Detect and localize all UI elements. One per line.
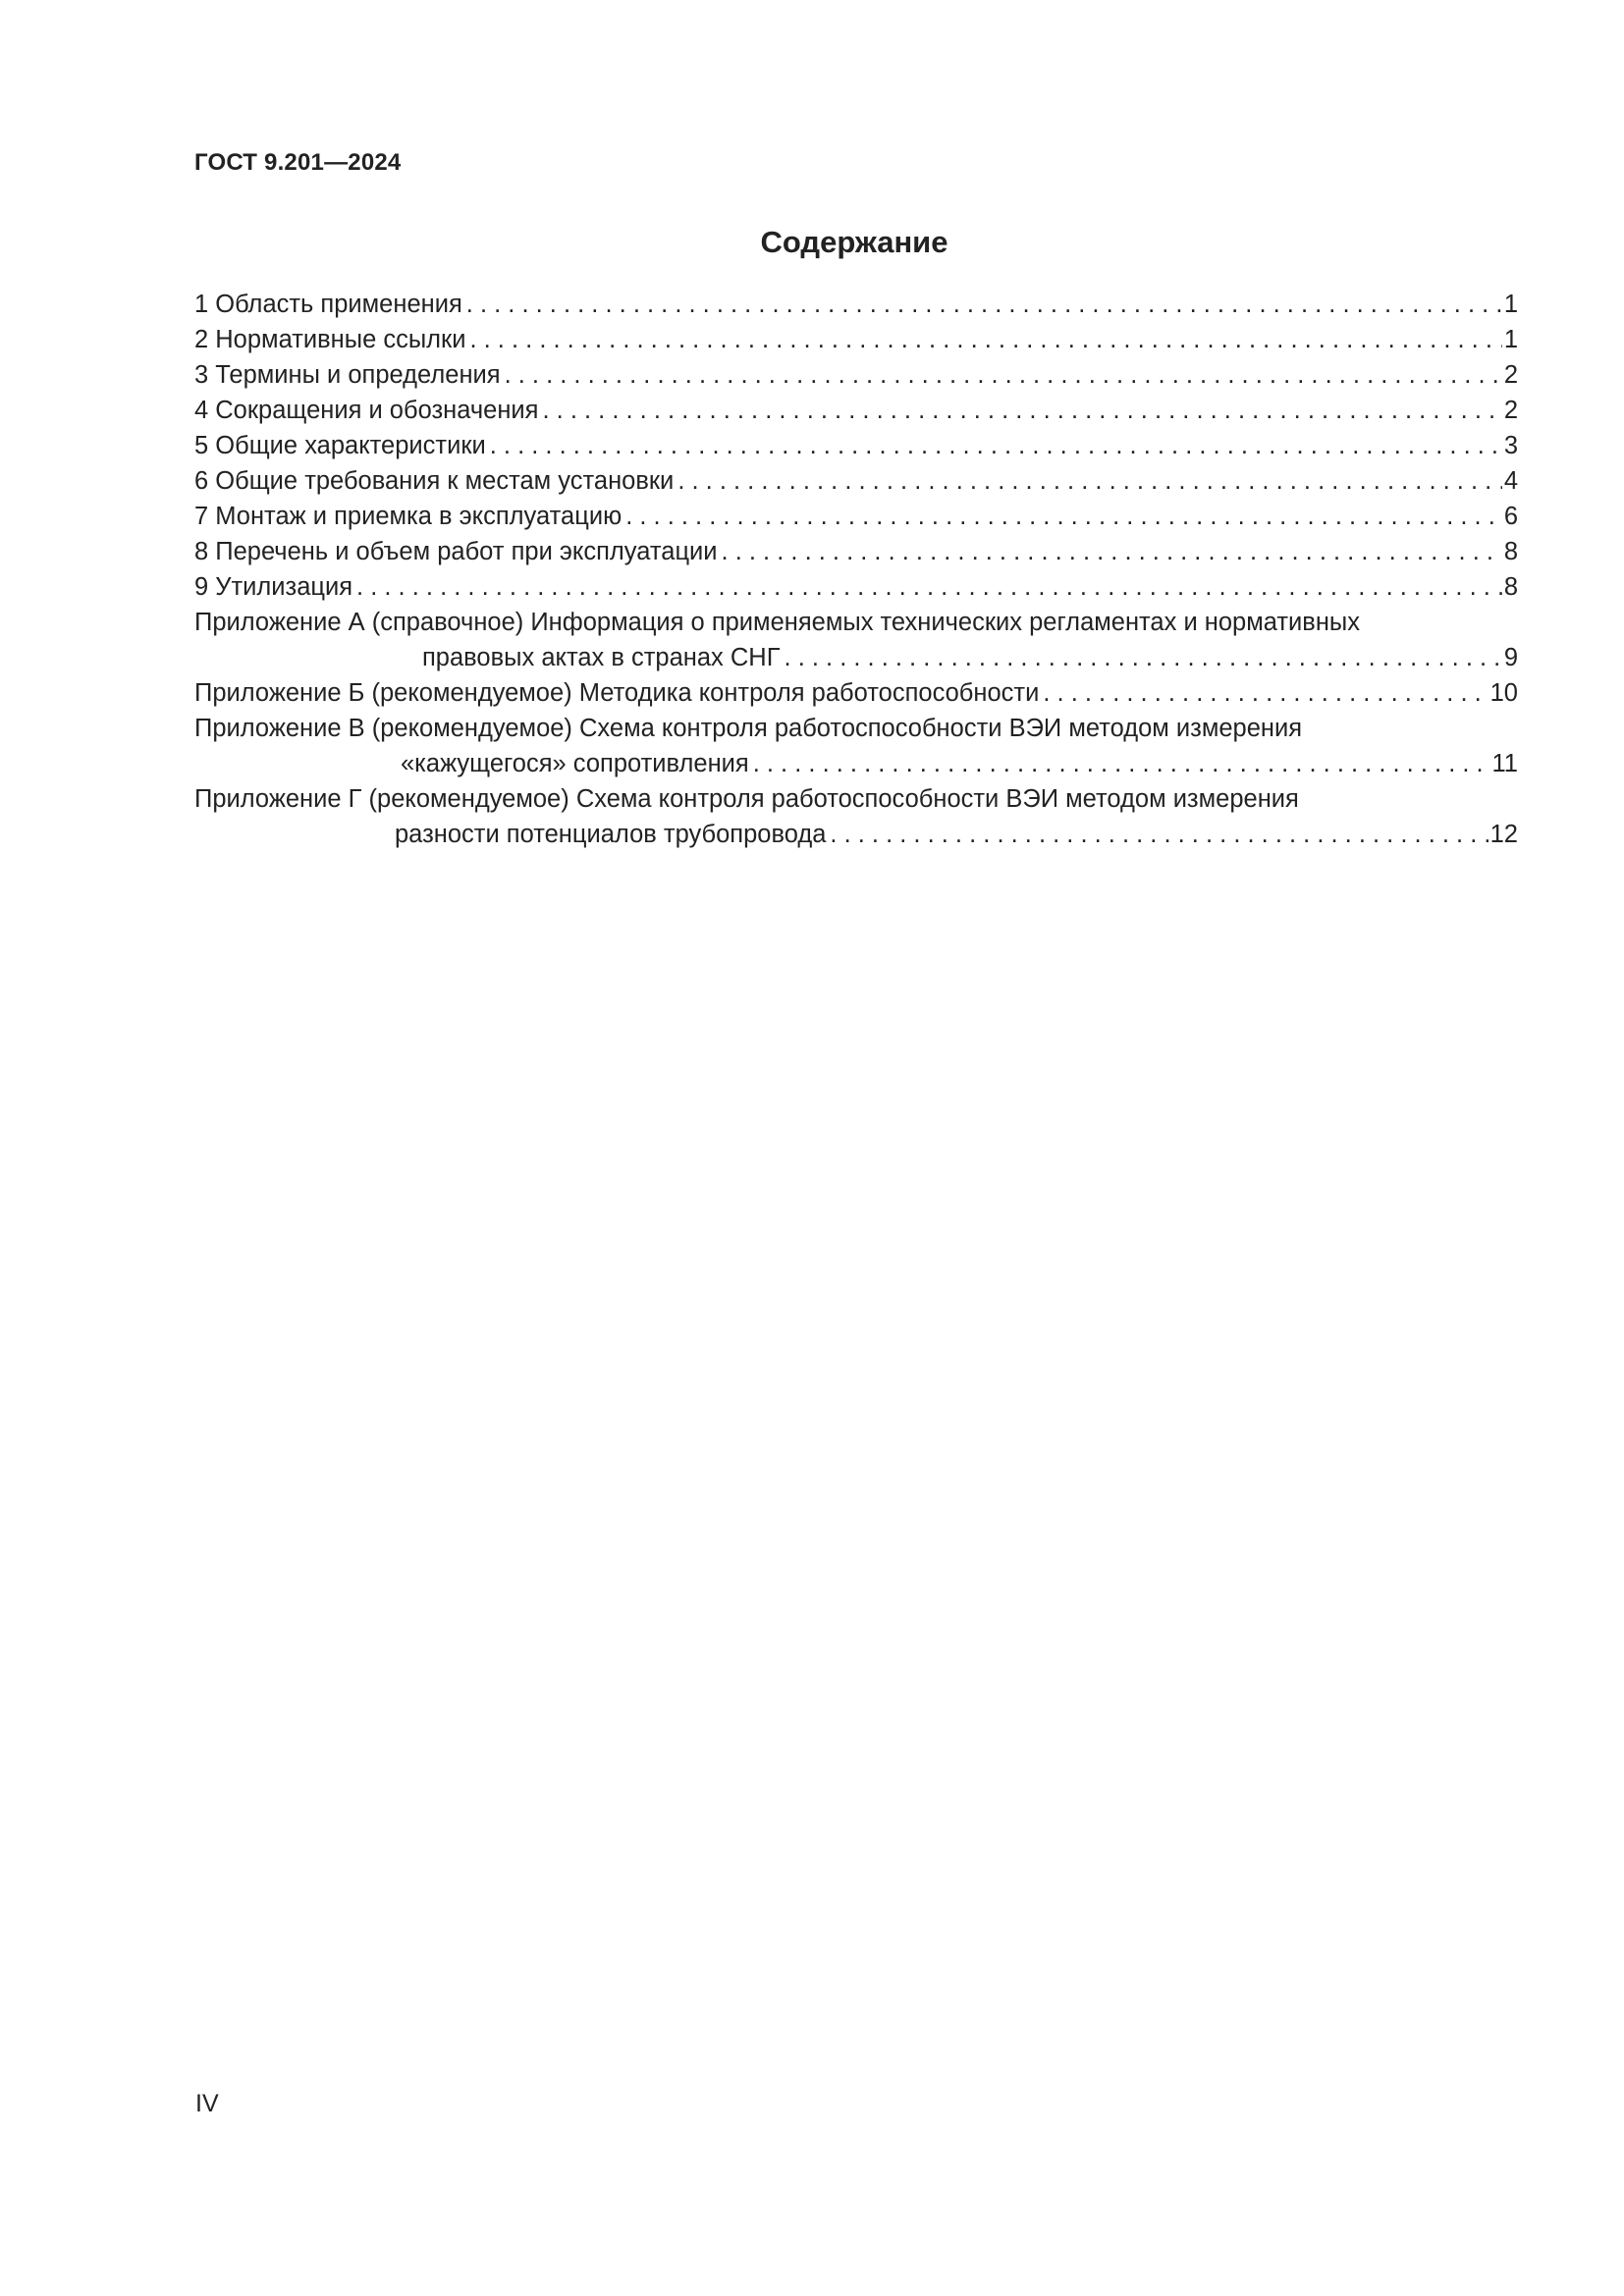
toc-appendix-title: Приложение А (справочное) Информация о применяемых технических регламентах и нормативных bbox=[194, 609, 1361, 636]
toc-entry-label: 7 Монтаж и приемка в эксплуатацию bbox=[194, 503, 623, 530]
dot-leader bbox=[466, 287, 1502, 322]
dot-leader bbox=[625, 499, 1502, 534]
dot-leader bbox=[469, 322, 1501, 357]
toc-appendix-b[interactable] bbox=[194, 675, 1518, 711]
dot-leader bbox=[830, 817, 1488, 852]
toc-appendix-title-cont: правовых актах в странах СНГ bbox=[422, 644, 781, 671]
document-code: ГОСТ 9.201—2024 bbox=[194, 149, 402, 176]
toc-appendix-title: Приложение В (рекомендуемое) Схема контроля работоспособности ВЭИ методом измерения bbox=[194, 715, 1303, 742]
toc-entry-page: 4 bbox=[1503, 467, 1518, 495]
toc-appendix-v[interactable] bbox=[194, 711, 1518, 781]
toc-entry-page: 8 bbox=[1503, 573, 1518, 601]
toc-appendix-continuation bbox=[395, 817, 1518, 852]
toc-entry[interactable] bbox=[194, 534, 1518, 569]
dot-leader bbox=[356, 569, 1502, 605]
toc-entry-label: 5 Общие характеристики bbox=[194, 432, 486, 459]
toc-appendix-title: Приложение Б (рекомендуемое) Методика контроля работоспособности bbox=[194, 679, 1040, 707]
dot-leader bbox=[543, 393, 1502, 428]
toc-entry-page: 2 bbox=[1503, 397, 1518, 424]
toc-entry-label: 3 Термины и определения bbox=[194, 361, 501, 389]
toc-appendix-title: Приложение Г (рекомендуемое) Схема контроля работоспособности ВЭИ методом измерения bbox=[194, 785, 1299, 813]
toc-entry-label: 2 Нормативные ссылки bbox=[194, 326, 466, 353]
toc-entry[interactable] bbox=[194, 357, 1518, 393]
toc-appendix-continuation bbox=[422, 640, 1518, 675]
toc-appendix-a[interactable] bbox=[194, 605, 1518, 675]
toc-entry[interactable] bbox=[194, 428, 1518, 463]
dot-leader bbox=[490, 428, 1502, 463]
dot-leader bbox=[505, 357, 1502, 393]
toc-entry-page: 3 bbox=[1503, 432, 1518, 459]
toc-entry-label: 4 Сокращения и обозначения bbox=[194, 397, 539, 424]
toc-entry-page: 1 bbox=[1503, 291, 1518, 318]
toc-entry-page: 1 bbox=[1503, 326, 1518, 353]
dot-leader bbox=[785, 640, 1502, 675]
toc-entry-page: 11 bbox=[1491, 750, 1518, 777]
toc-entry-label: 9 Утилизация bbox=[194, 573, 353, 601]
toc-entry-label: 6 Общие требования к местам установки bbox=[194, 467, 675, 495]
dot-leader bbox=[1043, 675, 1488, 711]
dot-leader bbox=[677, 463, 1502, 499]
toc-entry[interactable] bbox=[194, 499, 1518, 534]
toc-entry-page: 12 bbox=[1489, 821, 1518, 848]
dot-leader bbox=[722, 534, 1502, 569]
toc-entry-page: 10 bbox=[1489, 679, 1518, 707]
toc-entry[interactable] bbox=[194, 393, 1518, 428]
table-of-contents bbox=[194, 287, 1518, 852]
toc-entry[interactable] bbox=[194, 287, 1518, 322]
toc-entry[interactable] bbox=[194, 569, 1518, 605]
toc-title: Содержание bbox=[760, 225, 948, 259]
toc-appendix-title-cont: «кажущегося» сопротивления bbox=[401, 750, 749, 777]
toc-entry-page: 6 bbox=[1503, 503, 1518, 530]
toc-appendix-continuation bbox=[401, 746, 1518, 781]
toc-entry-label: 1 Область применения bbox=[194, 291, 462, 318]
toc-entry-page: 8 bbox=[1503, 538, 1518, 565]
toc-entry-label: 8 Перечень и объем работ при эксплуатации bbox=[194, 538, 718, 565]
toc-entry[interactable] bbox=[194, 322, 1518, 357]
toc-appendix-title-cont: разности потенциалов трубопровода bbox=[395, 821, 827, 848]
page-number: IV bbox=[195, 2090, 219, 2117]
toc-entry-page: 9 bbox=[1503, 644, 1518, 671]
toc-entry-page: 2 bbox=[1503, 361, 1518, 389]
dot-leader bbox=[753, 746, 1490, 781]
toc-entry[interactable] bbox=[194, 463, 1518, 499]
toc-appendix-g[interactable] bbox=[194, 781, 1518, 852]
